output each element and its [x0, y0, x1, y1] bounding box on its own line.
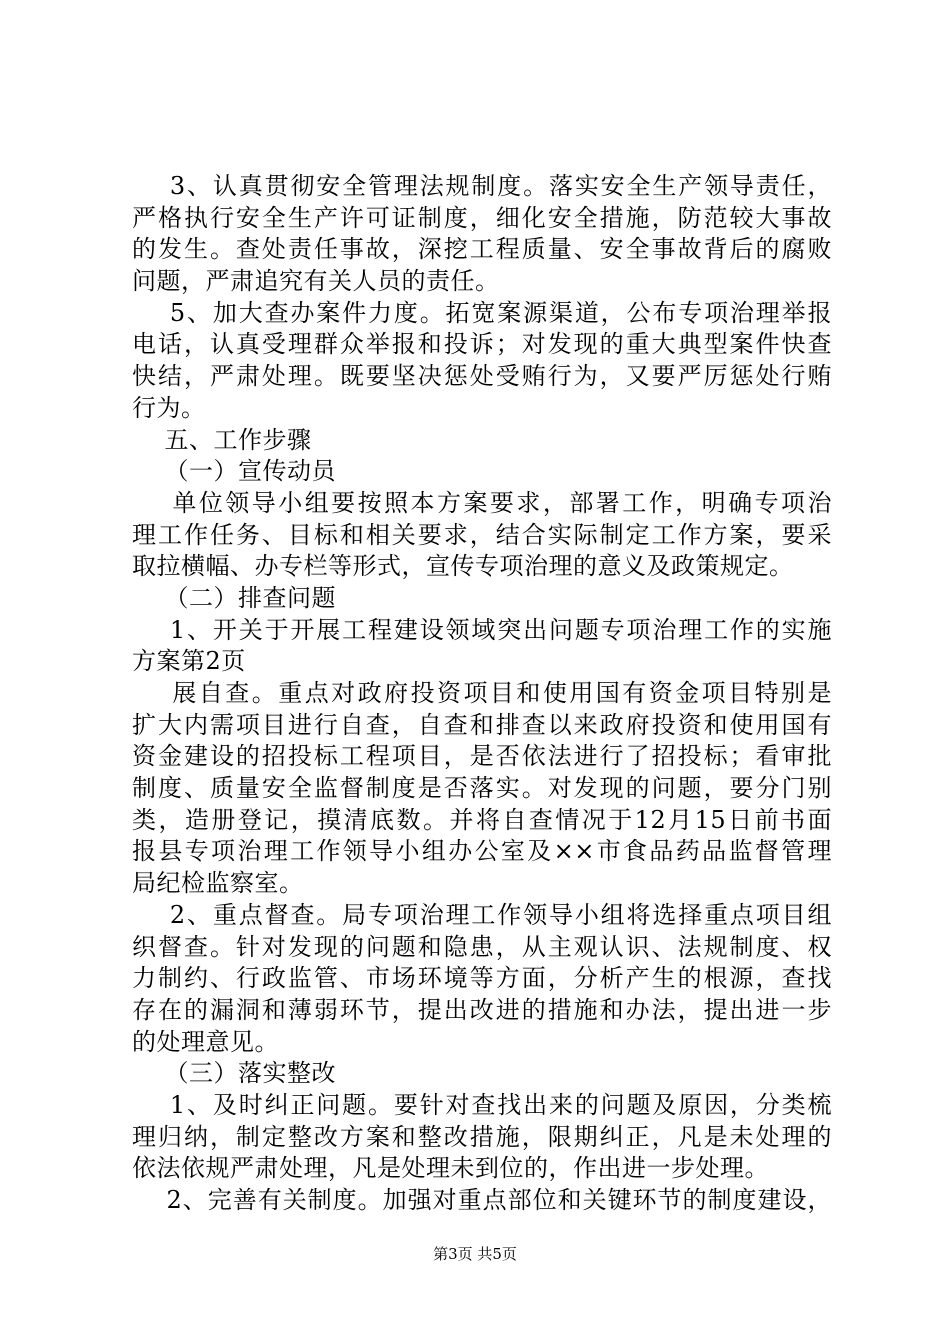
text-line: 制度、质量安全监督制度是否落实。对发现的问题，要分门别 — [132, 774, 832, 803]
text-line: 严格执行安全生产许可证制度，细化安全措施，防范较大事故 — [132, 203, 832, 232]
text-line: 展自查。重点对政府投资项目和使用国有资金项目特别是 — [132, 679, 832, 707]
text-line: 织督查。针对发现的问题和隐患，从主观认识、法规制度、权 — [132, 932, 832, 961]
page-number-footer: 第3页 共5页 — [433, 1245, 517, 1263]
text-line: 行为。 — [132, 393, 206, 422]
text-line: 的发生。查处责任事故，深挖工程质量、安全事故背后的腐败 — [132, 235, 832, 264]
text-line: 报县专项治理工作领导小组办公室及××市食品药品监督管理 — [132, 837, 832, 866]
text-line: 方案第2页 — [132, 647, 246, 676]
text-line: 电话，认真受理群众举报和投诉；对发现的重大典型案件快查 — [132, 330, 832, 359]
subsection-heading: （一）宣传动员 — [132, 457, 337, 486]
text-line: 存在的漏洞和薄弱环节，提出改进的措施和办法，提出进一步 — [132, 995, 832, 1024]
text-line: 单位领导小组要按照本方案要求，部署工作，明确专项治 — [132, 488, 832, 517]
text-line: 5、加大查办案件力度。拓宽案源渠道，公布专项治理举报 — [132, 298, 832, 327]
text-line: 理归纳，制定整改方案和整改措施，限期纠正，凡是未处理的 — [132, 1122, 832, 1151]
text-line: 类，造册登记，摸清底数。并将自查情况于12月15日前书面 — [132, 805, 832, 834]
text-line: 力制约、行政监管、市场环境等方面，分析产生的根源，查找 — [132, 964, 832, 993]
text-line: 1、及时纠正问题。要针对查找出来的问题及原因，分类梳 — [132, 1090, 832, 1119]
subsection-heading: （二）排查问题 — [132, 583, 337, 612]
text-line: 资金建设的招投标工程项目，是否依法进行了招投标；看审批 — [132, 742, 832, 771]
section-heading: 五、工作步骤 — [132, 425, 312, 454]
text-line: 2、完善有关制度。加强对重点部位和关键环节的制度建设， — [132, 1186, 832, 1214]
text-line: 1、开关于开展工程建设领域突出问题专项治理工作的实施 — [132, 615, 832, 644]
text-line: 取拉横幅、办专栏等形式，宣传专项治理的意义及政策规定。 — [132, 552, 794, 581]
text-line: 快结，严肃处理。既要坚决惩处受贿行为，又要严厉惩处行贿 — [132, 362, 832, 391]
text-line: 依法依规严肃处理，凡是处理未到位的，作出进一步处理。 — [132, 1154, 769, 1183]
text-line: 3、认真贯彻安全管理法规制度。落实安全生产领导责任， — [132, 172, 832, 200]
text-line: 的处理意见。 — [132, 1027, 279, 1056]
document-body — [132, 171, 832, 1217]
text-line: 局纪检监察室。 — [132, 869, 304, 898]
text-line: 2、重点督查。局专项治理工作领导小组将选择重点项目组 — [132, 900, 832, 929]
text-line: 问题，严肃追究有关人员的责任。 — [132, 267, 500, 296]
subsection-heading: （三）落实整改 — [132, 1059, 337, 1088]
text-line: 理工作任务、目标和相关要求，结合实际制定工作方案，要采 — [132, 520, 832, 549]
text-line: 扩大内需项目进行自查，自查和排查以来政府投资和使用国有 — [132, 710, 832, 739]
